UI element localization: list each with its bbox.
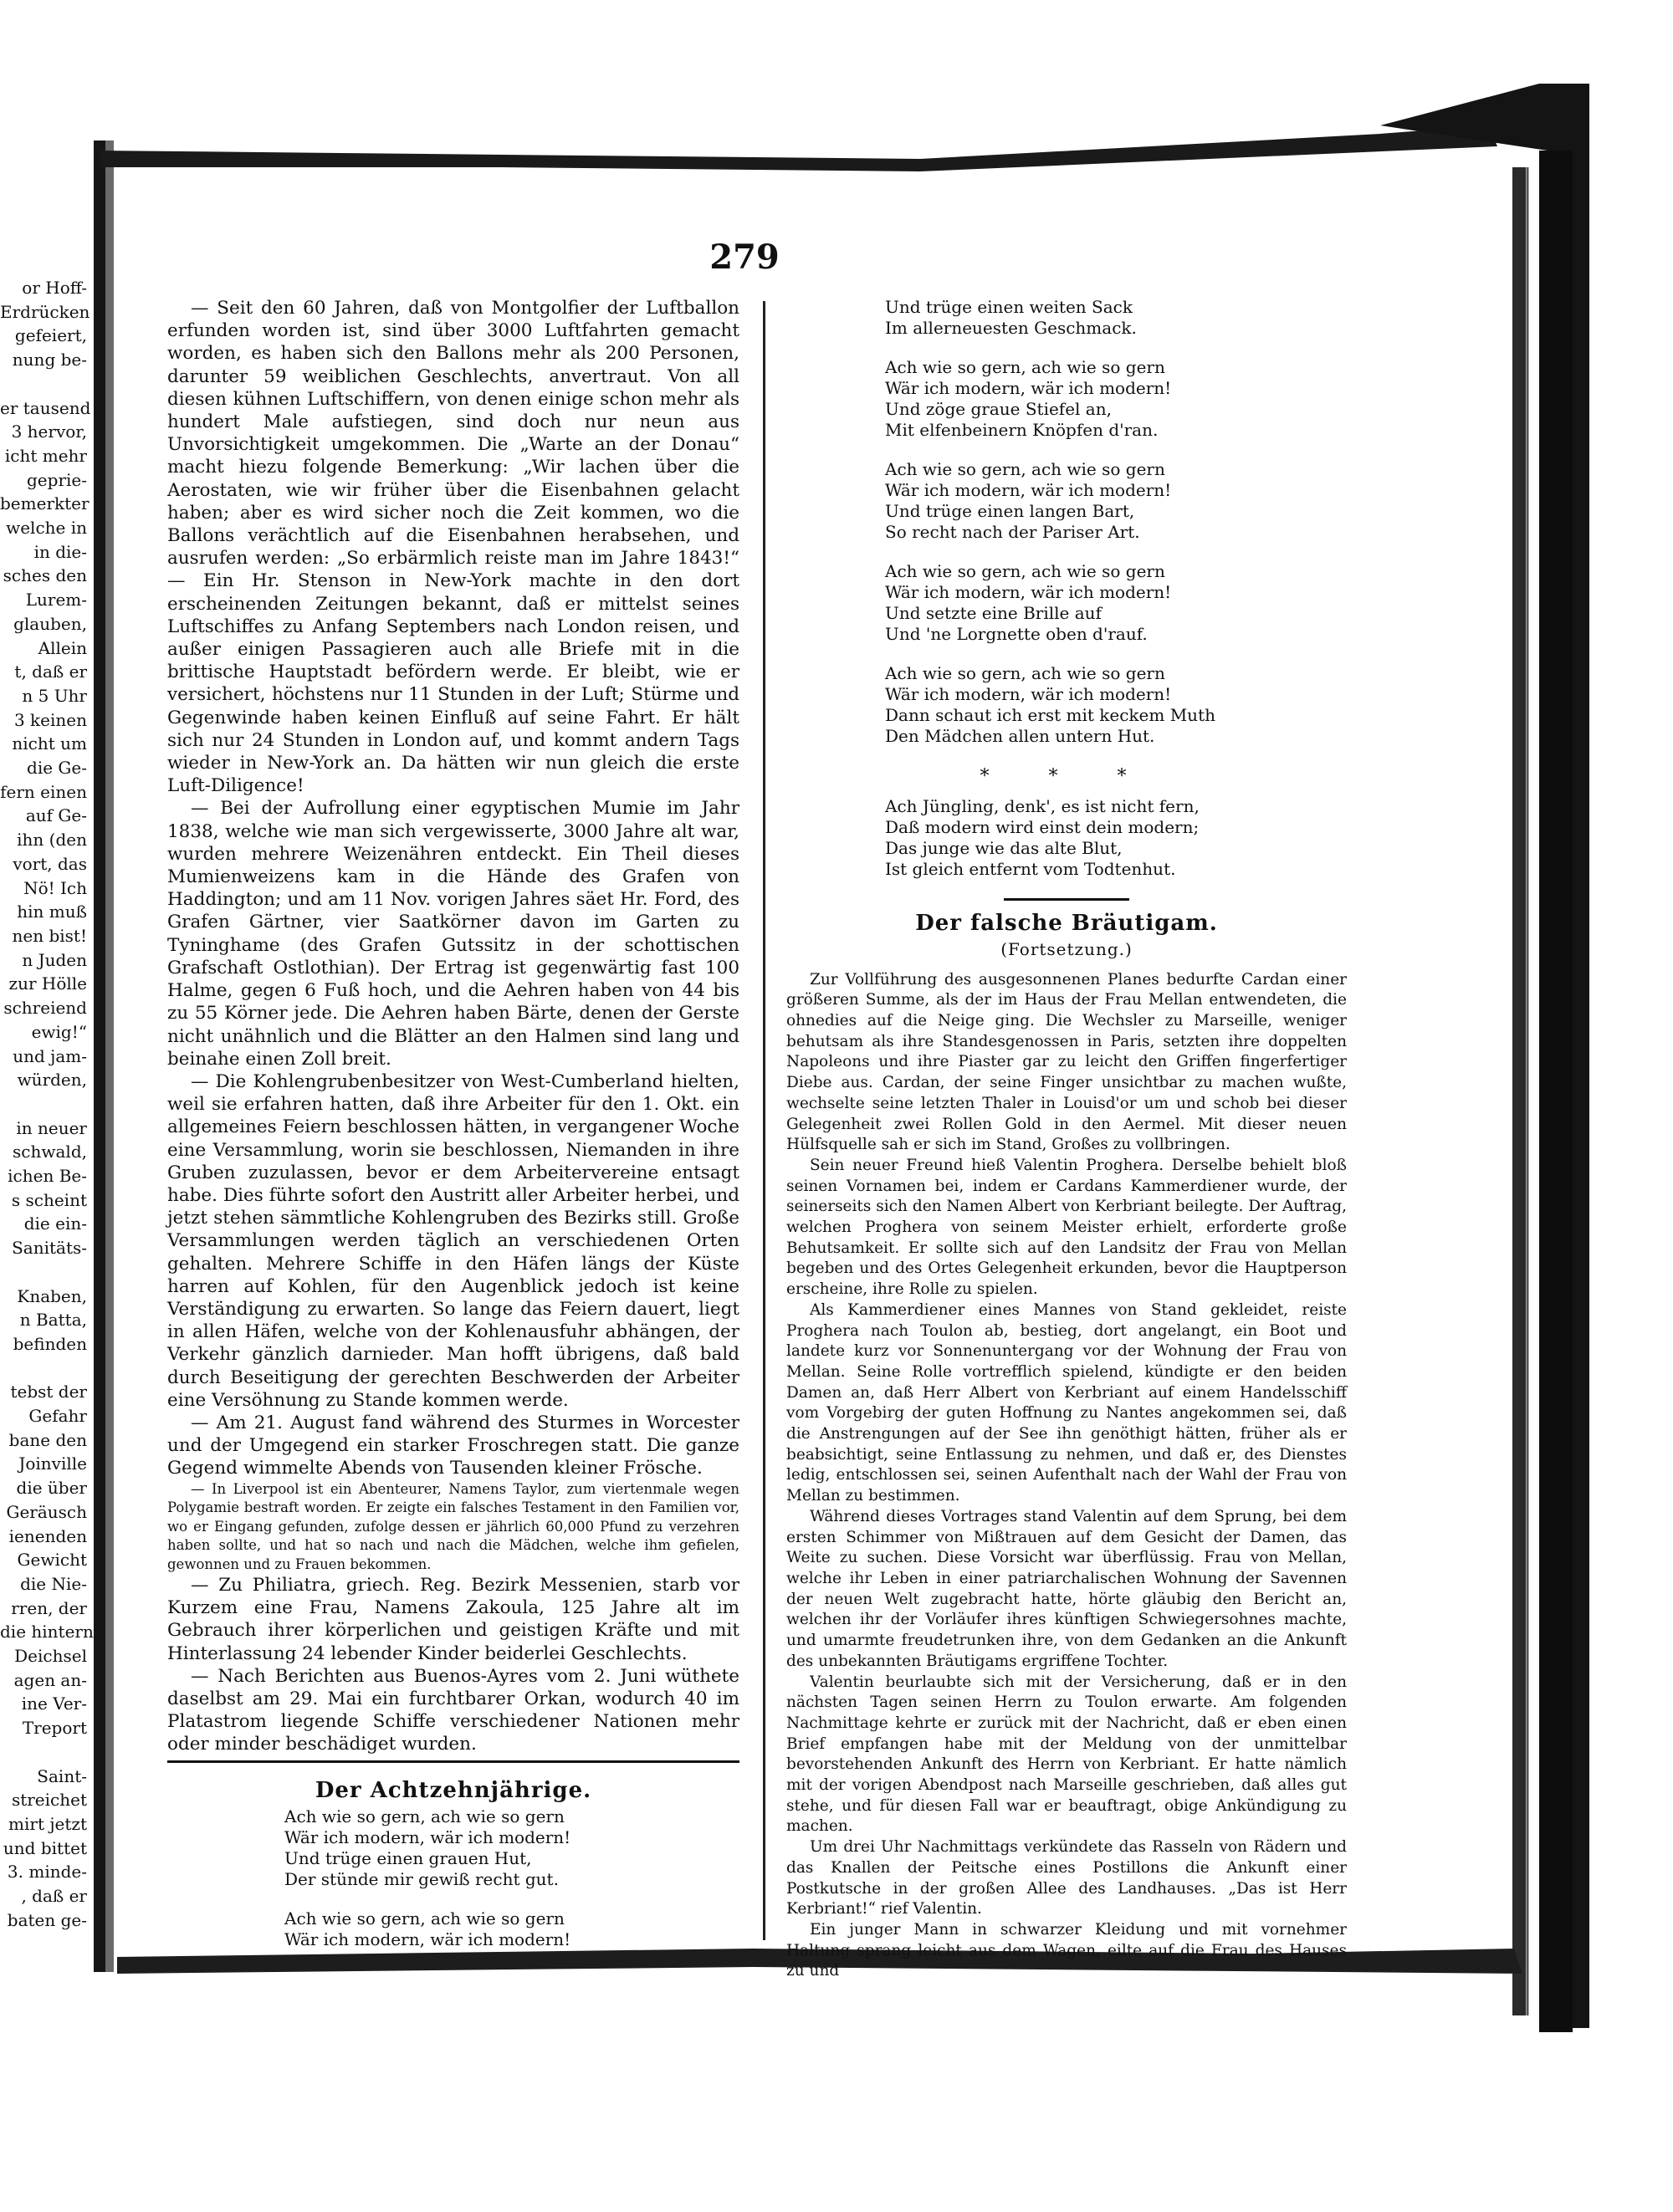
column-separator bbox=[763, 301, 765, 1940]
poem-right-body bbox=[885, 297, 1347, 747]
sliver-line: und bittet bbox=[3, 1837, 87, 1858]
sliver-line: ihn (den bbox=[17, 830, 87, 851]
sliver-line: vort, das bbox=[13, 853, 87, 874]
poem-line: Mit elfenbeinern Knöpfen d'ran. bbox=[885, 420, 1159, 440]
sliver-line: or Hoff- bbox=[22, 278, 87, 298]
news-paragraph-coal-strike: — Die Kohlengrubenbesitzer von West-Cumberland hielten, weil sie erfahren hatten, daß ihre Arbeiter für den 1. Okt. ein allgemeines Feiern beschlossen hätten, in vergangener Woche eine Versammlung, worin sie beschlossen, Niemanden in ihre Gruben zuzulassen, bevor er dem Arbeitervereine entsagt habe. Dies führte sofort den Austritt aller Arbeiter herbei, und jetzt stehen sämmtliche Kohlengruben des Bezirks still. Große Versammlungen werden täglich an verschiedenen Orten gehalten. Mehrere Schiffe in den Häfen längs der Küste harren auf Kohlen, für den Augenblick jedoch ist keine Verständigung zu erwarten. So lange das Feiern dauert, liegt in allen Häfen, welche von der Kohlenausfuhr abhängen, der Verkehr gänzlich darnieder. Man hofft übrigens, daß bald durch Beseitigung der gerechten Beschwerden der Arbeiter eine Versöhnung zu Stande kommen werde. bbox=[167, 1070, 739, 1411]
poem-left-section bbox=[167, 1760, 739, 1969]
news-paragraph-balloons: — Seit den 60 Jahren, daß von Montgolfier der Luftballon erfunden worden ist, sind über 3000 Luftfahrten gemacht worden, es haben sich den Ballons mehr als 200 Personen, darunter 59 weiblichen Geschlechts, anvertraut. Von all diesen kühnen Luftschiffern, von denen einige schon mehr als hundert Male aufstiegen, sind doch nur neun aus Unvorsichtigkeit umgekommen. Die „Warte an der Donau“ macht hiezu folgende Bemerkung: „Wir lachen über die Aerostaten, wie wir früher über die Eisenbahnen gelacht haben; aber es wird sicher noch die Zeit kommen, wo die Ballons verächtlich auf die Eisenbahnen herabsehen, und ausrufen werden: „So erbärmlich reiste man im Jahre 1843!“ — Ein Hr. Stenson in New-York machte in den dort erscheinenden Zeitungen bekannt, daß er mittelst seines Luftschiffes zu Anfang Septembers nach London reisen, und außer einigen Passagieren auch alle Briefe mit in die brittische Hauptstadt befördern werde. Er bleibt, wie er versichert, höchstens nur 11 Stunden in der Luft; Stürme und Gegenwinde haben keinen Einfluß auf seine Fahrt. Er hält sich nur 24 Stunden in London auf, und kommt andern Tags wieder in New-York an. Da hätten wir nun gleich die erste Luft-Diligence! bbox=[167, 298, 739, 797]
story-paragraph: Als Kammerdiener eines Mannes von Stand gekleidet, reiste Proghera nach Toulon ab, bestieg, dort angelangt, ein Boot und landete kurz vor Sonnenuntergang vor der Wohnung der Frau von Mellan. Seine Rolle vortrefflich spielend, kündigte er den beiden Damen an, daß Herr Albert von Kerbriant auf einem Handelsschiff vom Vorgebirg der guten Hoffnung zu Nantes angekommen sei, daß die Anstrengungen auf der See ihn genöthigt hätten, früher als er beabsichtigt, seine Entlassung zu nehmen, und daß er, des Dienstes ledig, entschlossen sei, seinen Aufenthalt nach der Wahl der Frau von Mellan zu bestimmen. bbox=[786, 1300, 1347, 1505]
poem-line: Ist gleich entfernt vom Todtenhut. bbox=[885, 859, 1176, 880]
news-paragraph-polygamy: — In Liverpool ist ein Abenteurer, Namens Taylor, zum viertenmale wegen Polygamie bestraft worden. Er zeigte ein falsches Testament in den Familien vor, wo er Eingang gefunden, zufolge dessen er jährlich 60,000 Pfund zu verzehren haben sollte, und hat so nach und nach die Mädchen, welche ihm gefielen, gewonnen und zu Frauen bekommen. bbox=[167, 1480, 739, 1572]
poem-closing bbox=[885, 796, 1347, 880]
sliver-line: , daß er bbox=[21, 1886, 87, 1907]
sliver-line: bane den bbox=[8, 1429, 87, 1450]
poem-line: Und zöge graue Stiefel an, bbox=[885, 399, 1112, 419]
poem-stanza bbox=[885, 561, 1347, 645]
poem-line: Und trüge einen weiten Sack bbox=[885, 297, 1133, 317]
right-column bbox=[786, 297, 1347, 1982]
sliver-line: rren, der bbox=[11, 1597, 87, 1618]
poem-stanza bbox=[284, 1908, 739, 1950]
sliver-line: die Nie- bbox=[20, 1573, 87, 1594]
story-subtitle: (Fortsetzung.) bbox=[1000, 939, 1133, 960]
sliver-line: die hintern bbox=[0, 1622, 94, 1642]
sliver-line: t, daß er bbox=[14, 662, 87, 682]
news-paragraph-frog-rain: — Am 21. August fand während des Sturmes in Worcester und der Umgegend ein starker Froschregen statt. Die ganze Gegend wimmelte Abends von Tausenden kleiner Frösche. bbox=[167, 1412, 739, 1479]
sliver-line: sches den bbox=[3, 565, 87, 586]
sliver-line: n 5 Uhr bbox=[22, 685, 87, 706]
sliver-line: 3 hervor, bbox=[11, 421, 87, 442]
sliver-line: Allein bbox=[38, 637, 87, 658]
sliver-line: befinden bbox=[13, 1333, 87, 1354]
story-paragraph: Während dieses Vortrages stand Valentin auf dem Sprung, bei dem ersten Schimmer von Mißtrauen auf dem Gesicht der Damen, das Weite zu suchen. Diese Vorsicht war überflüssig. Frau von Mellan, welche ihr Leben in einer patriarchalischen Wohnung der Savennen der neuen Welt zugebracht hatte, hörte gläubig den Bericht an, welchen ihr der Vorläufer ihres künftigen Schwiegersohnes machte, und umarmte freudetrunken ihre, von dem Gedanken an die Ankunft des unbekannten Bräutigams ergriffene Tochter. bbox=[786, 1507, 1347, 1670]
sliver-line: icht mehr bbox=[4, 445, 87, 466]
sliver-line: Nö! Ich bbox=[23, 877, 87, 898]
sliver-line: auf Ge- bbox=[25, 805, 87, 826]
poem-title: Der Achtzehnjährige. bbox=[315, 1778, 592, 1803]
sliver-line: Joinville bbox=[18, 1453, 87, 1474]
sliver-line: nicht um bbox=[12, 733, 87, 754]
sliver-line: in die- bbox=[33, 541, 87, 562]
sliver-line: geprie- bbox=[27, 469, 87, 490]
poem-line: Ach wie so gern, ach wie so gern bbox=[885, 561, 1165, 581]
sliver-line: Gefahr bbox=[28, 1406, 87, 1427]
sliver-line: und jam- bbox=[13, 1045, 87, 1066]
sliver-line bbox=[0, 1356, 87, 1381]
poem-stanza bbox=[885, 357, 1347, 441]
poem-stanza bbox=[885, 297, 1347, 339]
previous-page-fragment bbox=[0, 276, 94, 1949]
poem-line: Wär ich modern, wär ich modern! bbox=[885, 582, 1172, 602]
sliver-line: bemerkter bbox=[0, 493, 90, 514]
section-asterisks: * * * bbox=[980, 766, 1154, 787]
sliver-line: zur Hölle bbox=[8, 973, 87, 994]
poem-line: Ach Jüngling, denk', es ist nicht fern, bbox=[885, 796, 1200, 817]
story-title: Der falsche Bräutigam. bbox=[915, 911, 1218, 937]
sliver-line: Erdrücken bbox=[0, 301, 90, 322]
story-paragraph: Ein junger Mann in schwarzer Kleidung und mit vornehmer Haltung sprang leicht aus dem Wagen, eilte auf die Frau des Hauses zu und bbox=[786, 1920, 1347, 1980]
poem-stanza bbox=[284, 1806, 739, 1890]
sliver-line: die Ge- bbox=[27, 758, 87, 779]
poem-left-body bbox=[284, 1806, 739, 1950]
sliver-line: die über bbox=[16, 1478, 87, 1499]
poem-line: Wär ich modern, wär ich modern! bbox=[284, 1827, 571, 1847]
poem-line: Wär ich modern, wär ich modern! bbox=[284, 1929, 571, 1949]
sliver-line: in neuer bbox=[16, 1117, 87, 1138]
poem-line: Wär ich modern, wär ich modern! bbox=[885, 684, 1172, 704]
sliver-line: Deichsel bbox=[14, 1646, 87, 1667]
sliver-line: ine Ver- bbox=[21, 1693, 87, 1714]
sliver-line: gefeiert, bbox=[14, 325, 87, 346]
sliver-line: n Batta, bbox=[19, 1310, 87, 1331]
poem-line: Und trüge einen langen Bart, bbox=[885, 501, 1135, 521]
poem-line: Ach wie so gern, ach wie so gern bbox=[284, 1806, 565, 1826]
page-number: 279 bbox=[709, 238, 780, 277]
sliver-line: Lurem- bbox=[25, 590, 87, 610]
sliver-line: die ein- bbox=[23, 1213, 87, 1234]
story-paragraph: Um drei Uhr Nachmittags verkündete das Rasseln von Rädern und das Knallen der Peitsche eines Postillons die Ankunft einer Postkutsche in der großen Allee des Landhauses. „Das ist Herr Kerbriant!“ rief Valentin. bbox=[786, 1838, 1347, 1918]
sliver-line: nung be- bbox=[12, 350, 87, 370]
sliver-line bbox=[0, 1740, 87, 1765]
sliver-line bbox=[0, 1260, 87, 1285]
sliver-line: würden, bbox=[17, 1070, 87, 1091]
sliver-line: Geräusch bbox=[6, 1501, 87, 1522]
poem-line: Und trüge einen grauen Hut, bbox=[284, 1848, 532, 1868]
section-rule bbox=[167, 1760, 739, 1763]
sliver-line: ewig!“ bbox=[31, 1021, 87, 1042]
poem-line: Ach wie so gern, ach wie so gern bbox=[885, 357, 1165, 377]
sliver-line: Knaben, bbox=[17, 1285, 87, 1306]
sliver-line: glauben, bbox=[13, 613, 87, 634]
sliver-line: 3. minde- bbox=[7, 1862, 87, 1882]
sliver-line: Sanitäts- bbox=[12, 1238, 87, 1259]
sliver-line: schreiend bbox=[3, 998, 87, 1019]
sliver-line: Gewicht bbox=[17, 1550, 87, 1571]
poem-line: Ach wie so gern, ach wie so gern bbox=[885, 459, 1165, 479]
poem-line: Wär ich modern, wär ich modern! bbox=[885, 378, 1172, 398]
poem-line: Und setzte eine Brille auf bbox=[885, 603, 1102, 623]
sliver-line: s scheint bbox=[11, 1189, 87, 1210]
sliver-line: mirt jetzt bbox=[8, 1814, 87, 1834]
sliver-line: 3 keinen bbox=[13, 709, 87, 730]
poem-line: Daß modern wird einst dein modern; bbox=[885, 817, 1200, 838]
left-column bbox=[167, 297, 739, 1756]
sliver-line bbox=[0, 372, 87, 396]
news-paragraph-mummy-wheat: — Bei der Aufrollung einer egyptischen Mumie im Jahr 1838, welche wie man sich vergewisserte, 3000 Jahre alt war, wurden mehrere Weizenähren entdeckt. Ein Theil dieses Mumienweizens kam in die Hände des Grafen von Haddington; und am 11 Nov. vorigen Jahres säet Hr. Ford, des Grafen Gärtner, vier Saatkörner davon im Garten zu Tyninghame (des Grafen Gutssitz in der schottischen Grafschaft Ostlothian). Der Ertrag ist gegenwärtig fast 100 Halme, gegen 6 Fuß hoch, und die Aehren haben von 44 bis zu 55 Körner jede. Die Aehren haben Bärte, denen der Gerste nicht unähnlich und die Blätter an den Halmen sind lang und beinahe einen Zoll breit. bbox=[167, 798, 739, 1070]
sliver-line: ienenden bbox=[8, 1525, 87, 1546]
sliver-line: Saint- bbox=[37, 1765, 87, 1786]
sliver-line: baten ge- bbox=[7, 1909, 87, 1930]
sliver-line: Treport bbox=[22, 1718, 87, 1739]
sliver-line: nen bist! bbox=[12, 925, 87, 946]
sliver-line: schwald, bbox=[13, 1142, 87, 1162]
sliver-line: fern einen bbox=[0, 781, 87, 802]
sliver-line: streichet bbox=[11, 1790, 87, 1811]
news-paragraph-buenos-ayres: — Nach Berichten aus Buenos-Ayres vom 2. Juni wüthete daselbst am 29. Mai ein furchtbarer Orkan, wodurch 40 im Platastrom liegende Schiffe verschiedener Nationen mehr oder minder beschädiget wurden. bbox=[167, 1665, 739, 1755]
poem-line: Ach wie so gern, ach wie so gern bbox=[284, 1908, 565, 1928]
poem-stanza bbox=[885, 796, 1347, 880]
poem-line: Ach wie so gern, ach wie so gern bbox=[885, 663, 1165, 683]
sliver-line: agen an- bbox=[13, 1669, 87, 1690]
poem-line: Den Mädchen allen untern Hut. bbox=[885, 726, 1155, 746]
poem-stanza bbox=[885, 663, 1347, 747]
sliver-line bbox=[0, 1092, 87, 1116]
poem-stanza bbox=[885, 459, 1347, 543]
news-paragraph-philiatra: — Zu Philiatra, griech. Reg. Bezirk Messenien, starb vor Kurzem eine Frau, Namens Zakoula, 125 Jahre alt im Gebrauch ihrer körperlichen und geistigen Kräfte und mit Hinterlassung 24 lebender Kinder beiderlei Geschlechts. bbox=[167, 1575, 739, 1664]
poem-line: Und 'ne Lorgnette oben d'rauf. bbox=[885, 624, 1148, 644]
story-paragraph: Zur Vollführung des ausgesonnenen Planes bedurfte Cardan einer größeren Summe, als der im Haus der Frau Mellan entwendeten, die ohnedies auf die Neige ging. Die Wechsler zu Marseille, weniger behutsam als ihre Standesgenossen in Paris, setzten ihre doppelten Napoleons und ihre Piaster gar zu leicht den Griffen fingerfertiger Diebe aus. Cardan, der seine Finger unsichtbar zu machen wußte, wechselte seine letzten Thaler in Louisd'or um und schob bei dieser Gelegenheit zwei Rollen Gold in den Aermel. Mit dieser neuen Hülfsquelle sah er sich im Stand, Großes zu vollbringen. bbox=[786, 970, 1347, 1154]
sliver-line: tebst der bbox=[10, 1382, 87, 1402]
section-rule bbox=[1004, 898, 1129, 901]
sliver-line: ichen Be- bbox=[8, 1166, 87, 1187]
sliver-line: n Juden bbox=[22, 949, 87, 970]
poem-line: Der stünde mir gewiß recht gut. bbox=[284, 1869, 559, 1889]
poem-line: So recht nach der Pariser Art. bbox=[885, 522, 1140, 542]
poem-line: Im allerneuesten Geschmack. bbox=[885, 318, 1137, 338]
sliver-line: hin muß bbox=[17, 902, 87, 922]
sliver-line: welche in bbox=[6, 518, 87, 539]
sliver-line: er tausend bbox=[0, 397, 91, 418]
poem-line: Dann schaut ich erst mit keckem Muth bbox=[885, 705, 1215, 725]
poem-line: Wär ich modern, wär ich modern! bbox=[885, 480, 1172, 500]
poem-line: Das junge wie das alte Blut, bbox=[885, 838, 1123, 859]
story-paragraph: Valentin beurlaubte sich mit der Versicherung, daß er in den nächsten Tagen seinen Herrn zu Toulon erwarte. Am folgenden Nachmittage kehrte er zurück mit der Nachricht, daß er eben einen Brief empfangen habe mit der Meldung von der unmittelbar bevorstehenden Ankunft des Herrn von Kerbriant. Er hatte nämlich mit der vorigen Abendpost nach Marseille geschrieben, daß alles gut stehe, und für diesen Fall war er beauftragt, obige Ankündigung zu machen. bbox=[786, 1673, 1347, 1836]
story-paragraph: Sein neuer Freund hieß Valentin Proghera. Derselbe behielt bloß seinen Vornamen bei, indem er Cardans Kammerdiener wurde, der seinerseits sich den Namen Albert von Kerbriant beilegte. Der Auftrag, welchen Proghera von seinem Meister erhielt, erforderte große Behutsamkeit. Er sollte sich auf den Landsitz der Frau von Mellan begeben und des Ortes Gelegenheit erkunden, bevor die Hauptperson erscheine, ihre Rolle zu spielen. bbox=[786, 1156, 1347, 1299]
